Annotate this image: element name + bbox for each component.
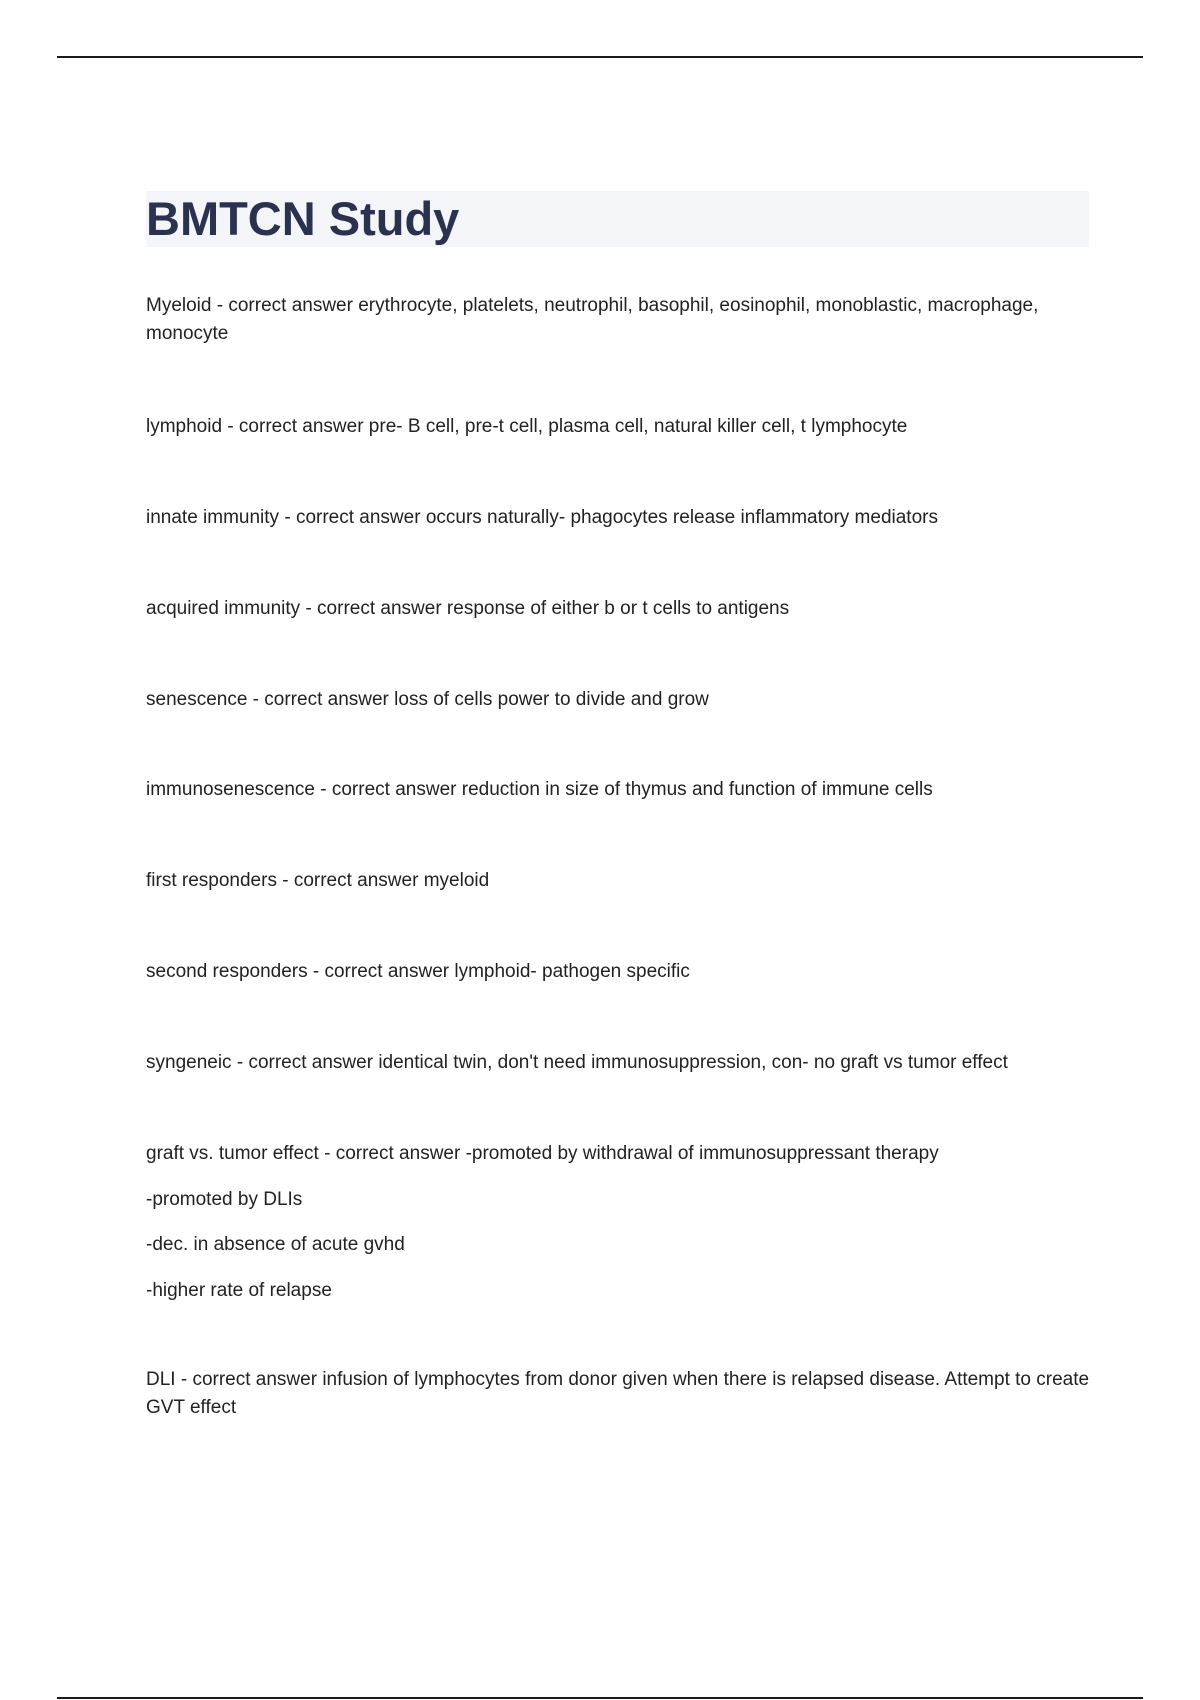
footer-rule [57, 1697, 1143, 1699]
entry-first-responders: first responders - correct answer myeloid [146, 870, 490, 891]
entry-acquired-immunity: acquired immunity - correct answer response of either b or t cells to antigens [146, 598, 790, 619]
entry-sub-line: -dec. in absence of acute gvhd [146, 1234, 405, 1255]
entry-immunosenescence: immunosenescence - correct answer reduction in size of thymus and function of immune cells [146, 779, 933, 800]
entry-sub-line: -higher rate of relapse [146, 1280, 332, 1301]
entry-syngeneic: syngeneic - correct answer identical twin, don't need immunosuppression, con- no graft vs tumor effect [146, 1052, 1008, 1073]
document-title: BMTCN Study [146, 192, 460, 245]
entry-lymphoid: lymphoid - correct answer pre- B cell, pre-t cell, plasma cell, natural killer cell, t lymphocyte [146, 416, 908, 437]
entry-senescence: senescence - correct answer loss of cells power to divide and grow [146, 689, 709, 710]
header-rule [57, 56, 1143, 58]
entry-innate-immunity: innate immunity - correct answer occurs naturally- phagocytes release inflammatory mediators [146, 507, 938, 528]
entry-sub-line: -promoted by DLIs [146, 1189, 303, 1210]
entry-graft-vs-tumor-main: graft vs. tumor effect - correct answer -promoted by withdrawal of immunosuppressant therapy [146, 1143, 939, 1164]
entry-graft-vs-tumor [146, 1140, 1091, 1305]
entry-second-responders: second responders - correct answer lymphoid- pathogen specific [146, 961, 690, 982]
entry-myeloid: Myeloid - correct answer erythrocyte, platelets, neutrophil, basophil, eosinophil, monoblastic, macrophage, monocyte [146, 295, 1039, 344]
entry-dli: DLI - correct answer infusion of lymphocytes from donor given when there is relapsed disease. Attempt to create GVT effect [146, 1369, 1090, 1418]
